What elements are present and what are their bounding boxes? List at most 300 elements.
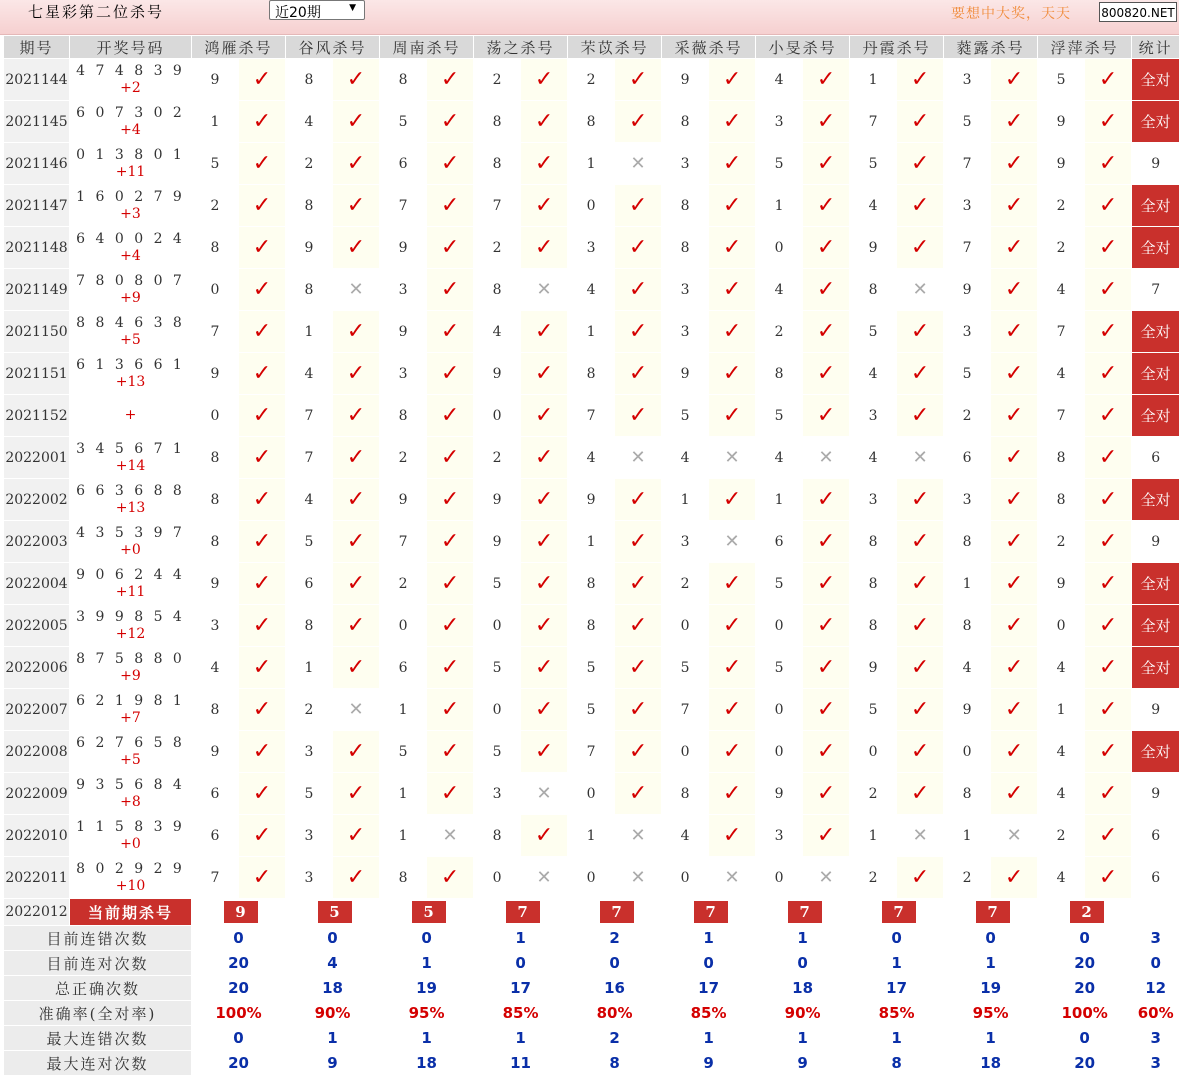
cross-mark: ✕ (912, 447, 928, 468)
kill-value: 0 (1038, 605, 1085, 647)
kill-value: 0 (568, 857, 615, 899)
check-icon (239, 437, 286, 479)
draw-sum: +9 (120, 667, 141, 684)
draw-sum: +11 (115, 163, 146, 180)
check-icon (333, 437, 380, 479)
check-icon (239, 185, 286, 227)
check-icon (897, 59, 944, 101)
check-mark: ✓ (816, 613, 836, 638)
check-mark: ✓ (346, 67, 366, 92)
kill-value: 8 (568, 563, 615, 605)
stats-value: 1 (944, 1026, 1038, 1051)
check-icon (427, 605, 474, 647)
check-icon (427, 353, 474, 395)
kill-value: 3 (944, 59, 991, 101)
kill-value: 8 (1038, 437, 1085, 479)
stats-value: 85% (850, 1001, 944, 1026)
kill-value: 9 (192, 563, 239, 605)
stats-value: 19 (944, 976, 1038, 1001)
stats-value: 3 (1132, 1026, 1179, 1051)
kill-value: 2 (568, 59, 615, 101)
kill-value: 2 (286, 143, 333, 185)
check-mark: ✓ (440, 109, 460, 134)
kill-value: 2 (1038, 227, 1085, 269)
draw-numbers (70, 353, 192, 395)
kill-value: 8 (944, 773, 991, 815)
check-icon (615, 773, 662, 815)
table-row (4, 101, 1179, 143)
check-mark: ✓ (252, 865, 272, 890)
stats-value: 0 (1038, 926, 1132, 951)
kill-value: 5 (474, 647, 521, 689)
check-icon (521, 731, 568, 773)
stats-value: 1 (756, 926, 850, 951)
stats-value: 8 (568, 1051, 662, 1076)
check-icon (897, 185, 944, 227)
issue-number: 2021148 (4, 227, 70, 269)
draw-numbers (70, 437, 192, 479)
check-mark: ✓ (816, 319, 836, 344)
kill-value: 9 (1038, 563, 1085, 605)
kill-value: 5 (944, 353, 991, 395)
table-row (4, 437, 1179, 479)
check-icon (991, 479, 1038, 521)
check-icon (521, 437, 568, 479)
kill-value: 2 (474, 227, 521, 269)
kill-value: 1 (756, 185, 803, 227)
column-header: 统计 (1132, 36, 1179, 59)
stats-value: 0 (380, 926, 474, 951)
table-row (4, 605, 1179, 647)
check-mark: ✓ (534, 235, 554, 260)
kill-value: 8 (474, 101, 521, 143)
check-icon (991, 647, 1038, 689)
stats-value: 20 (192, 951, 286, 976)
check-mark: ✓ (440, 151, 460, 176)
kill-value: 5 (568, 647, 615, 689)
stats-value: 1 (850, 1026, 944, 1051)
stats-value: 90% (286, 1001, 380, 1026)
column-header: 鸿雁杀号 (192, 36, 286, 59)
kill-value: 4 (662, 437, 709, 479)
kill-value: 5 (1038, 59, 1085, 101)
current-kill-cell (1038, 899, 1132, 926)
stats-value: 19 (380, 976, 474, 1001)
column-header: 蕤露杀号 (944, 36, 1038, 59)
kill-value: 9 (474, 479, 521, 521)
kill-value: 5 (192, 143, 239, 185)
kill-value: 3 (662, 143, 709, 185)
kill-value: 7 (944, 143, 991, 185)
check-icon (897, 227, 944, 269)
check-mark: ✓ (1098, 319, 1118, 344)
check-mark: ✓ (1004, 445, 1024, 470)
check-mark: ✓ (1098, 277, 1118, 302)
stats-value: 17 (850, 976, 944, 1001)
kill-value: 9 (850, 227, 897, 269)
stats-value: 17 (662, 976, 756, 1001)
kill-value: 5 (850, 143, 897, 185)
check-icon (709, 605, 756, 647)
check-icon (521, 101, 568, 143)
kill-value: 1 (568, 815, 615, 857)
check-icon (803, 59, 850, 101)
draw-digits: 6 2 7 6 5 8 (76, 734, 185, 751)
table-row (4, 269, 1179, 311)
check-mark: ✓ (252, 235, 272, 260)
kill-value: 6 (286, 563, 333, 605)
cross-mark: ✕ (912, 825, 928, 846)
stats-label: 最大连对次数 (4, 1051, 192, 1076)
stats-value: 85% (474, 1001, 568, 1026)
kill-value: 8 (286, 59, 333, 101)
stats-row (4, 926, 1179, 951)
stats-value: 100% (192, 1001, 286, 1026)
check-mark: ✓ (910, 487, 930, 512)
check-mark: ✓ (252, 319, 272, 344)
check-icon (991, 689, 1038, 731)
period-select[interactable] (269, 0, 365, 20)
check-icon (239, 311, 286, 353)
kill-value: 4 (474, 311, 521, 353)
check-icon (709, 731, 756, 773)
stats-value: 20 (1038, 976, 1132, 1001)
check-mark: ✓ (252, 739, 272, 764)
kill-value: 4 (944, 647, 991, 689)
kill-value: 0 (756, 605, 803, 647)
check-icon (239, 143, 286, 185)
row-stat: 全对 (1132, 395, 1179, 437)
check-mark: ✓ (534, 403, 554, 428)
cross-icon (803, 437, 850, 479)
check-icon (991, 521, 1038, 563)
current-stat-empty (1132, 899, 1179, 926)
check-icon (333, 479, 380, 521)
kill-value: 9 (380, 311, 427, 353)
current-kill-cell (850, 899, 944, 926)
stats-value: 0 (192, 926, 286, 951)
cross-icon (333, 689, 380, 731)
check-icon (239, 731, 286, 773)
check-mark: ✓ (1004, 361, 1024, 386)
stats-value: 1 (286, 1026, 380, 1051)
check-mark: ✓ (534, 697, 554, 722)
check-mark: ✓ (816, 529, 836, 554)
kill-value: 5 (474, 731, 521, 773)
check-mark: ✓ (534, 445, 554, 470)
check-icon (521, 689, 568, 731)
kill-value: 5 (756, 647, 803, 689)
check-icon (239, 101, 286, 143)
cross-mark: ✕ (630, 447, 646, 468)
check-icon (239, 563, 286, 605)
stats-value: 1 (756, 1026, 850, 1051)
kill-value: 8 (286, 185, 333, 227)
check-mark: ✓ (628, 319, 648, 344)
check-mark: ✓ (440, 445, 460, 470)
check-icon (803, 101, 850, 143)
cross-icon (897, 815, 944, 857)
check-icon (615, 269, 662, 311)
check-icon (239, 689, 286, 731)
cross-icon (427, 815, 474, 857)
issue-number: 2021147 (4, 185, 70, 227)
stats-value: 18 (756, 976, 850, 1001)
stats-value: 0 (756, 951, 850, 976)
check-icon (991, 773, 1038, 815)
check-mark: ✓ (722, 655, 742, 680)
kill-value: 5 (380, 731, 427, 773)
check-mark: ✓ (628, 235, 648, 260)
draw-numbers (70, 815, 192, 857)
check-mark: ✓ (1098, 529, 1118, 554)
stats-row (4, 1001, 1179, 1026)
table-row (4, 563, 1179, 605)
stats-value: 17 (474, 976, 568, 1001)
check-mark: ✓ (346, 571, 366, 596)
check-icon (333, 563, 380, 605)
check-mark: ✓ (440, 487, 460, 512)
kill-value: 3 (380, 353, 427, 395)
draw-sum: + (124, 407, 137, 423)
check-mark: ✓ (722, 739, 742, 764)
check-icon (333, 857, 380, 899)
check-icon (521, 815, 568, 857)
stats-value: 9 (756, 1051, 850, 1076)
check-icon (709, 815, 756, 857)
check-mark: ✓ (1004, 277, 1024, 302)
check-mark: ✓ (1004, 193, 1024, 218)
check-mark: ✓ (1004, 151, 1024, 176)
kill-value: 2 (944, 395, 991, 437)
kill-value: 0 (474, 689, 521, 731)
check-icon (1085, 101, 1132, 143)
kill-value: 1 (192, 101, 239, 143)
draw-sum: +7 (120, 709, 141, 726)
kill-value: 7 (192, 857, 239, 899)
check-mark: ✓ (346, 319, 366, 344)
stats-value: 11 (474, 1051, 568, 1076)
cross-icon (709, 857, 756, 899)
stats-value: 9 (662, 1051, 756, 1076)
check-mark: ✓ (1004, 571, 1024, 596)
check-mark: ✓ (722, 67, 742, 92)
kill-value: 3 (662, 521, 709, 563)
issue-number: 2022007 (4, 689, 70, 731)
check-mark: ✓ (1004, 739, 1024, 764)
check-icon (239, 605, 286, 647)
draw-numbers (70, 101, 192, 143)
kill-value: 0 (474, 605, 521, 647)
stats-value: 0 (192, 1026, 286, 1051)
stats-value: 1 (662, 926, 756, 951)
check-mark: ✓ (628, 529, 648, 554)
draw-numbers (70, 731, 192, 773)
draw-numbers (70, 773, 192, 815)
row-stat: 9 (1132, 773, 1179, 815)
check-icon (991, 731, 1038, 773)
kill-value: 9 (286, 227, 333, 269)
check-mark: ✓ (722, 193, 742, 218)
check-mark: ✓ (1004, 319, 1024, 344)
check-icon (1085, 311, 1132, 353)
table-row (4, 353, 1179, 395)
kill-value: 6 (756, 521, 803, 563)
check-icon (333, 731, 380, 773)
kill-value: 4 (286, 101, 333, 143)
check-mark: ✓ (1098, 445, 1118, 470)
check-mark: ✓ (1098, 403, 1118, 428)
check-mark: ✓ (816, 487, 836, 512)
check-mark: ✓ (346, 613, 366, 638)
check-mark: ✓ (252, 613, 272, 638)
kill-value: 8 (474, 143, 521, 185)
current-kill-value: 7 (694, 901, 728, 923)
kill-value: 9 (192, 353, 239, 395)
check-mark: ✓ (816, 655, 836, 680)
check-icon (427, 647, 474, 689)
check-mark: ✓ (252, 571, 272, 596)
kill-value: 8 (568, 101, 615, 143)
site-badge[interactable]: 800820.NET (1099, 2, 1177, 22)
check-mark: ✓ (910, 613, 930, 638)
check-mark: ✓ (722, 403, 742, 428)
kill-value: 4 (192, 647, 239, 689)
kill-value: 4 (1038, 773, 1085, 815)
check-icon (333, 521, 380, 563)
check-mark: ✓ (440, 655, 460, 680)
column-header: 开奖号码 (70, 36, 192, 59)
kill-value: 9 (1038, 101, 1085, 143)
stats-value: 2 (568, 1026, 662, 1051)
kill-value: 7 (1038, 311, 1085, 353)
cross-icon (615, 437, 662, 479)
check-icon (803, 521, 850, 563)
check-mark: ✓ (252, 277, 272, 302)
draw-digits: 0 1 3 8 0 1 (76, 146, 185, 163)
check-mark: ✓ (628, 487, 648, 512)
cross-icon (615, 143, 662, 185)
issue-number: 2021150 (4, 311, 70, 353)
kill-value: 0 (850, 731, 897, 773)
current-kill-row (4, 899, 1179, 926)
check-icon (897, 731, 944, 773)
check-mark: ✓ (628, 277, 648, 302)
check-icon (521, 479, 568, 521)
check-mark: ✓ (816, 571, 836, 596)
check-mark: ✓ (628, 655, 648, 680)
draw-digits: 1 1 5 8 3 9 (76, 818, 185, 835)
check-mark: ✓ (252, 655, 272, 680)
kill-value: 8 (192, 689, 239, 731)
check-icon (897, 773, 944, 815)
cross-mark: ✕ (630, 153, 646, 174)
check-icon (803, 647, 850, 689)
check-icon (991, 269, 1038, 311)
kill-value: 0 (568, 185, 615, 227)
stats-value: 18 (286, 976, 380, 1001)
check-icon (239, 815, 286, 857)
check-mark: ✓ (910, 655, 930, 680)
check-icon (803, 269, 850, 311)
table-row (4, 857, 1179, 899)
check-mark: ✓ (534, 109, 554, 134)
check-mark: ✓ (346, 823, 366, 848)
check-mark: ✓ (440, 529, 460, 554)
kill-value: 6 (380, 647, 427, 689)
draw-sum: +10 (115, 877, 146, 894)
check-mark: ✓ (534, 655, 554, 680)
check-mark: ✓ (910, 781, 930, 806)
stats-value: 3 (1132, 1051, 1179, 1076)
check-icon (897, 479, 944, 521)
check-icon (803, 185, 850, 227)
kill-value: 4 (662, 815, 709, 857)
check-mark: ✓ (1098, 739, 1118, 764)
kill-value: 4 (756, 437, 803, 479)
kill-value: 8 (944, 605, 991, 647)
check-mark: ✓ (1004, 235, 1024, 260)
check-mark: ✓ (346, 109, 366, 134)
check-icon (709, 143, 756, 185)
kill-value: 4 (568, 269, 615, 311)
kill-value: 1 (380, 689, 427, 731)
check-icon (521, 59, 568, 101)
check-icon (803, 605, 850, 647)
draw-digits: 3 4 5 6 7 1 (76, 440, 185, 457)
check-mark: ✓ (910, 151, 930, 176)
check-icon (333, 227, 380, 269)
check-mark: ✓ (816, 739, 836, 764)
kill-value: 7 (568, 731, 615, 773)
check-icon (709, 269, 756, 311)
current-kill-value: 9 (224, 901, 258, 923)
kill-value: 8 (286, 605, 333, 647)
check-icon (521, 395, 568, 437)
row-stat: 全对 (1132, 227, 1179, 269)
check-icon (333, 353, 380, 395)
check-icon (521, 143, 568, 185)
stats-value: 20 (192, 1051, 286, 1076)
issue-number: 2022005 (4, 605, 70, 647)
check-mark: ✓ (628, 403, 648, 428)
kill-value: 1 (286, 311, 333, 353)
kill-value: 1 (286, 647, 333, 689)
draw-sum: +8 (120, 793, 141, 810)
kill-value: 9 (756, 773, 803, 815)
check-mark: ✓ (346, 781, 366, 806)
kill-value: 2 (1038, 521, 1085, 563)
table-header-row (4, 36, 1179, 59)
stats-value: 0 (662, 951, 756, 976)
check-mark: ✓ (252, 487, 272, 512)
kill-value: 3 (850, 479, 897, 521)
kill-value: 0 (474, 857, 521, 899)
kill-value: 2 (286, 689, 333, 731)
stats-value: 12 (1132, 976, 1179, 1001)
check-icon (803, 689, 850, 731)
kill-value: 7 (850, 101, 897, 143)
check-mark: ✓ (346, 235, 366, 260)
check-icon (709, 185, 756, 227)
check-icon (991, 59, 1038, 101)
check-icon (897, 353, 944, 395)
chevron-down-icon: ▼ (349, 3, 356, 13)
draw-numbers (70, 647, 192, 689)
check-icon (521, 311, 568, 353)
check-mark: ✓ (910, 109, 930, 134)
kill-value: 4 (1038, 269, 1085, 311)
